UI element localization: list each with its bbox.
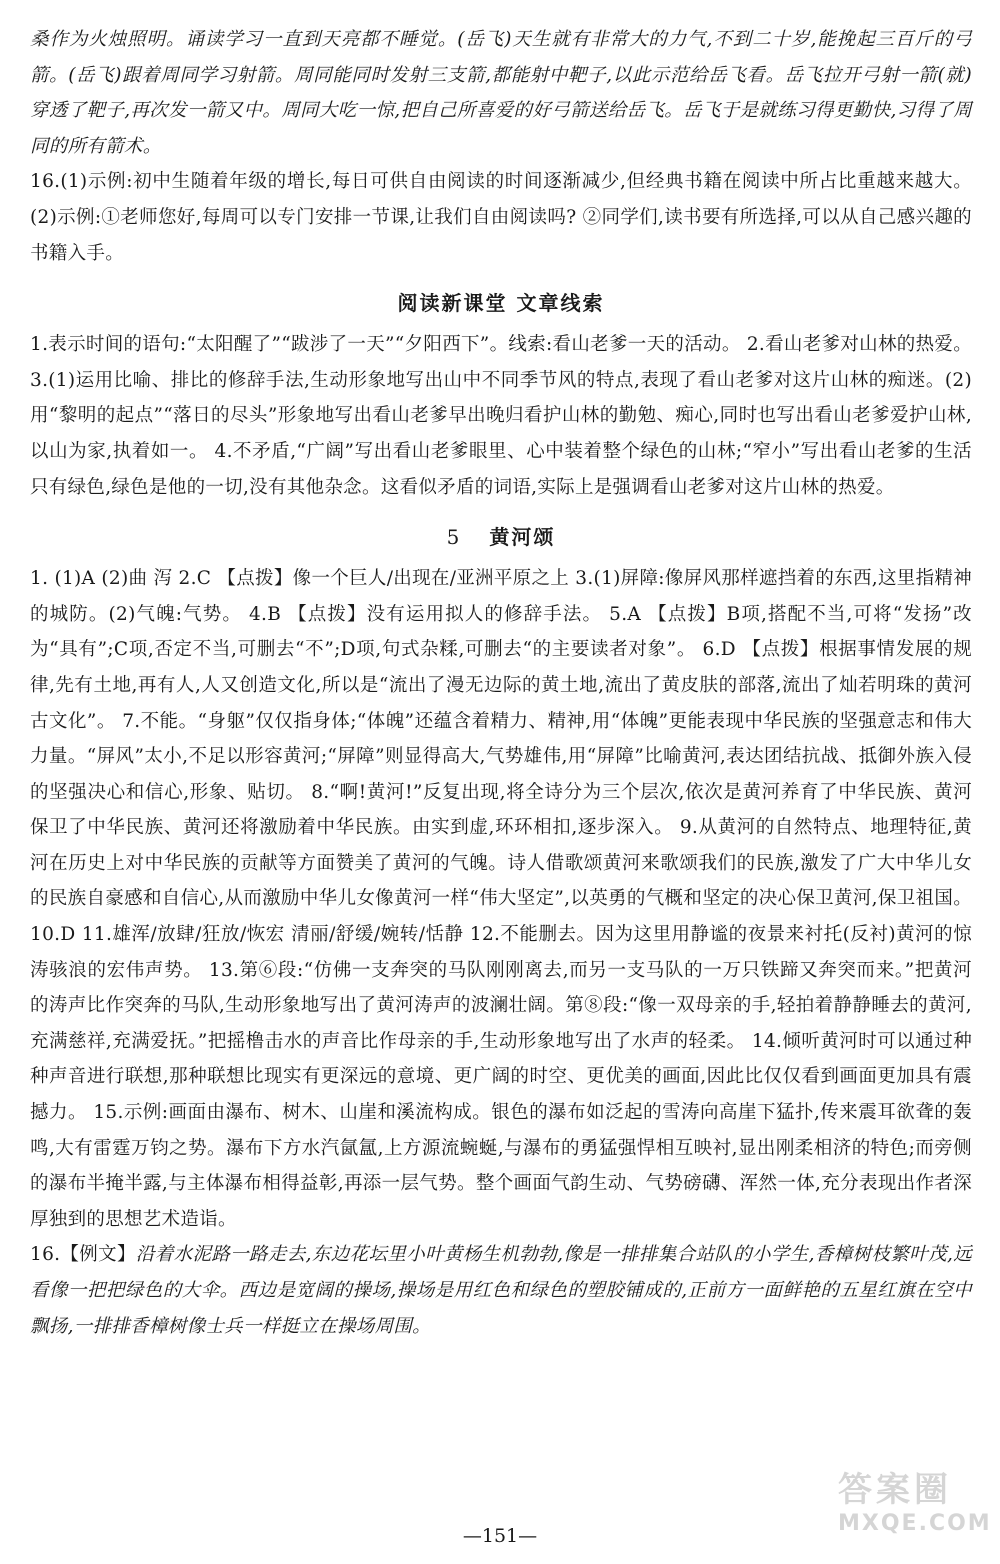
page-content [30, 22, 972, 1344]
essay-text: 沿着水泥路一路走去,东边花坛里小叶黄杨生机勃勃,像是一排排集合站队的小学生,香樟树枝繁叶茂,远看像一把把绿色的大伞。西边是宽阔的操场,操场是用红色和绿色的塑胶铺成的,正前方一面鲜艳的五星红旗在空中飘扬,一排排香樟树像士兵一样挺立在操场周围。 [30, 1244, 972, 1337]
lesson-number: 5 [446, 525, 462, 550]
page-number: —151— [462, 1525, 538, 1547]
watermark-en: MXQE.COM [838, 1511, 992, 1536]
answer-paragraph-translation: 桑作为火烛照明。诵读学习一直到天亮都不睡觉。(岳飞)天生就有非常大的力气,不到二十岁,能挽起三百斤的弓箭。(岳飞)跟着周同学习射箭。周同能同时发射三支箭,都能射中靶子,以此示范给岳飞看。岳飞拉开弓射一箭(就)穿透了靶子,再次发一箭又中。周同大吃一惊,把自己所喜爱的好弓箭送给岳飞。岳飞于是就练习得更勤快,习得了周同的所有箭术。 [30, 29, 972, 157]
watermark-cn: 答案圈 [838, 1470, 952, 1510]
lesson-title: 黄河颂 [489, 525, 556, 550]
section-heading-reading: 阅读新课堂 文章线索 [397, 291, 605, 316]
essay-label: 16.【例文】 [30, 1244, 136, 1266]
answer-paragraph-huanghe: 1. (1)A (2)曲 泻 2.C 【点拨】像一个巨人/出现在/亚洲平原之上 3.(1)屏障:像屏风那样遮挡着的东西,这里指精神的城防。(2)气魄:气势。 4.B 【点拨】没有运用拟人的修辞手法。 5.A 【点拨】B项,搭配不当,可将“发扬”改为“具有”;C项,否定不当,可删去“不”;D项,句式杂糅,可删去“的主要读者对象”。 6.D 【点拨】根据事情发展的规律,先有土地,再有人,人又创造文化,所以是“流出了漫无边际的黄土地,流出了黄皮肤的部落,流出了灿若明珠的黄河古文化”。 7.不能。“身躯”仅仅指身体;“体魄”还蕴含着精力、精神,用“体魄”更能表现中华民族的坚强意志和伟大力量。“屏风”太小,不足以形容黄河;“屏障”则显得高大,气势雄伟,用“屏障”比喻黄河,表达团结抗战、抵御外族入侵的坚强决心和信心,形象、贴切。 8.“啊!黄河!”反复出现,将全诗分为三个层次,依次是黄河养育了中华民族、黄河保卫了中华民族、黄河还将激励着中华民族。由实到虚,环环相扣,逐步深入。 9.从黄河的自然特点、地理特征,黄河在历史上对中华民族的贡献等方面赞美了黄河的气魄。诗人借歌颂黄河来歌颂我们的民族,激发了广大中华儿女的民族自豪感和自信心,从而激励中华儿女像黄河一样“伟大坚定”,以英勇的气概和坚定的决心保卫黄河,保卫祖国。 10.D 11.雄浑/放肆/狂放/恢宏 清丽/舒缓/婉转/恬静 12.不能删去。因为这里用静谧的夜景来衬托(反衬)黄河的惊涛骇浪的宏伟声势。 13.第⑥段:“仿佛一支奔突的马队刚刚离去,而另一支马队的一万只铁蹄又奔突而来。”把黄河的涛声比作突奔的马队,生动形象地写出了黄河涛声的波澜壮阔。第⑧段:“像一双母亲的手,轻拍着静静睡去的黄河,充满慈祥,充满爱抚。”把摇橹击水的声音比作母亲的手,生动形象地写出了水声的轻柔。 14.倾听黄河时可以通过种种声音进行联想,那种联想比现实有更深远的意境、更广阔的时空、更优美的画面,因此比仅仅看到画面更加具有震撼力。 15.示例:画面由瀑布、树木、山崖和溪流构成。银色的瀑布如泛起的雪涛向高崖下猛扑,传来震耳欲聋的轰鸣,大有雷霆万钧之势。瀑布下方水汽氤氲,上方源流蜿蜒,与瀑布的勇猛强悍相互映衬,显出刚柔相济的特色;而旁侧的瀑布半掩半露,与主体瀑布相得益彰,再添一层气势。整个画面气韵生动、气势磅礴、浑然一体,充分表现出作者深厚独到的思想艺术造诣。 [30, 568, 972, 1230]
answer-paragraph-16: 16.(1)示例:初中生随着年级的增长,每日可供自由阅读的时间逐渐减少,但经典书籍在阅读中所占比重越来越大。 (2)示例:①老师您好,每周可以专门安排一节课,让我们自由阅读吗? ②同学们,读书要有所选择,可以从自己感兴趣的书籍入手。 [30, 171, 972, 264]
answer-paragraph-clues: 1.表示时间的语句:“太阳醒了”“跋涉了一天”“夕阳西下”。线索:看山老爹一天的活动。 2.看山老爹对山林的热爱。 3.(1)运用比喻、排比的修辞手法,生动形象地写出山中不同季节风的特点,表现了看山老爹对这片山林的痴迷。(2)用“黎明的起点”“落日的尽头”形象地写出看山老爹早出晚归看护山林的勤勉、痴心,同时也写出看山老爹爱护山林,以山为家,执着如一。 4.不矛盾,“广阔”写出看山老爹眼里、心中装着整个绿色的山林;“窄小”写出看山老爹的生活只有绿色,绿色是他的一切,没有其他杂念。这看似矛盾的词语,实际上是强调看山老爹对这片山林的热爱。 [30, 334, 972, 498]
lesson-heading [30, 519, 972, 555]
answer-paragraph-essay [30, 1237, 972, 1344]
